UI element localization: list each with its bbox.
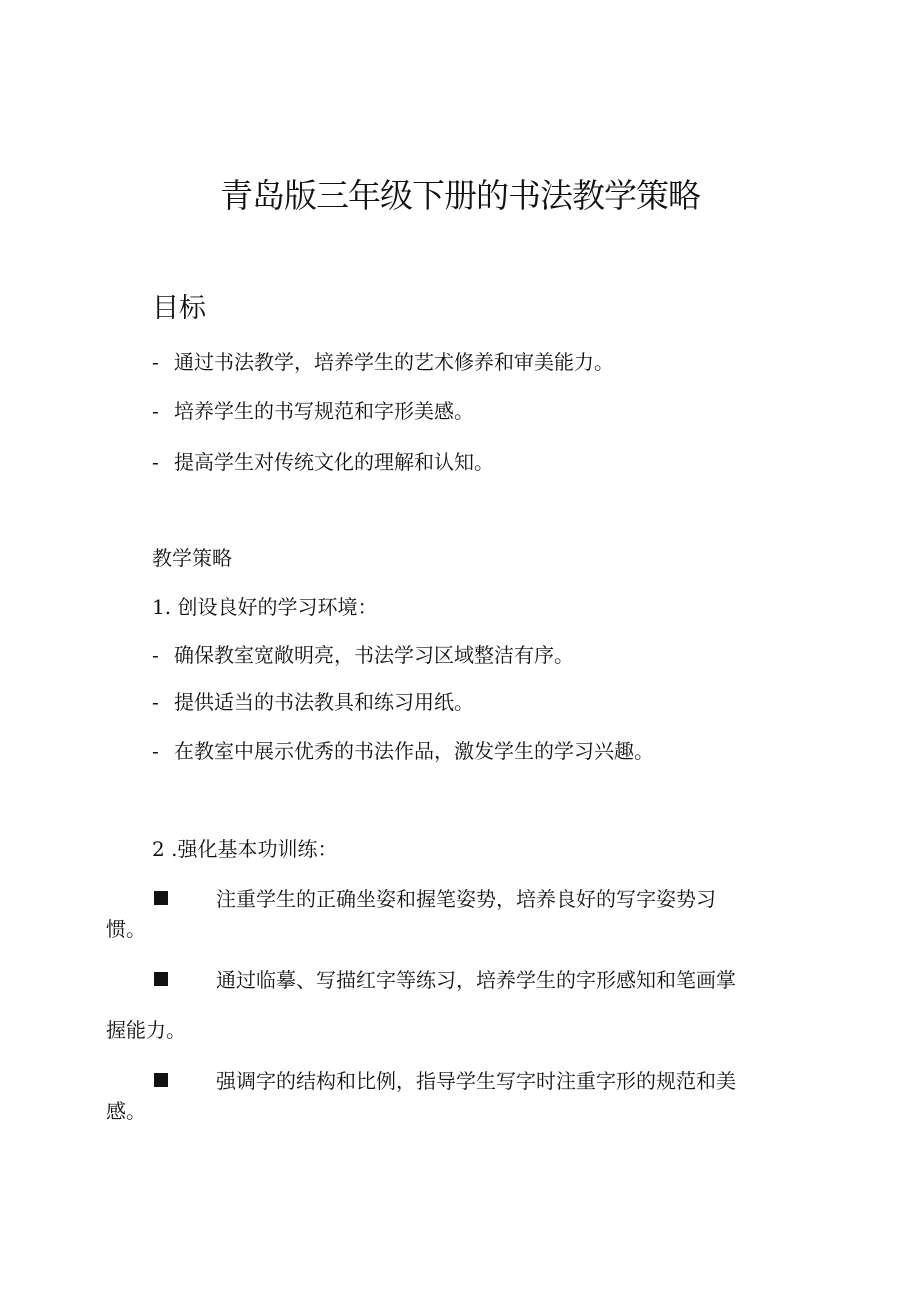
section-2-item-line1: 注重学生的正确坐姿和握笔姿势，培养良好的写字姿势习 <box>216 887 716 911</box>
strategy-heading: 教学策略 <box>152 546 232 570</box>
square-bullet-icon <box>154 1073 168 1087</box>
dash-marker: - <box>152 643 159 667</box>
dash-marker: - <box>152 739 159 763</box>
square-bullet-icon <box>154 972 168 986</box>
section-2-item-line1: 强调字的结构和比例，指导学生写字时注重字形的规范和美 <box>216 1069 736 1093</box>
section-1-item <box>152 687 474 717</box>
section-2-item-continuation: 感。 <box>106 1099 146 1123</box>
dash-marker: - <box>152 690 159 714</box>
goal-item-text: 通过书法教学，培养学生的艺术修养和审美能力。 <box>174 350 614 374</box>
section-2-item <box>106 884 822 914</box>
dash-marker: - <box>152 399 159 423</box>
section-2-item <box>106 965 822 995</box>
document-title: 青岛版三年级下册的书法教学策略 <box>220 176 700 215</box>
section-2-item-line1: 通过临摹、写描红字等练习，培养学生的字形感知和笔画掌 <box>216 968 736 992</box>
goal-item-text: 提高学生对传统文化的理解和认知。 <box>174 450 494 474</box>
dash-marker: - <box>152 350 159 374</box>
section-1-item-text: 在教室中展示优秀的书法作品，激发学生的学习兴趣。 <box>174 739 654 763</box>
goal-item <box>152 447 494 477</box>
section-1-item-text: 确保教室宽敞明亮，书法学习区域整洁有序。 <box>174 643 574 667</box>
section-1-item <box>152 640 574 670</box>
dash-marker: - <box>152 450 159 474</box>
square-bullet-icon <box>154 891 168 905</box>
goal-item-text: 培养学生的书写规范和字形美感。 <box>174 399 474 423</box>
section-1-title: 1. 创设良好的学习环境： <box>152 595 378 619</box>
section-1-item <box>152 736 654 766</box>
section-2-item <box>106 1066 822 1096</box>
goal-item <box>152 347 614 377</box>
section-2-title: 2 .强化基本功训练： <box>152 837 338 861</box>
goals-heading: 目标 <box>152 293 206 324</box>
goal-item <box>152 396 474 426</box>
section-2-item-continuation: 握能力。 <box>106 1018 186 1042</box>
section-1-item-text: 提供适当的书法教具和练习用纸。 <box>174 690 474 714</box>
section-2-item-continuation: 惯。 <box>106 917 146 941</box>
